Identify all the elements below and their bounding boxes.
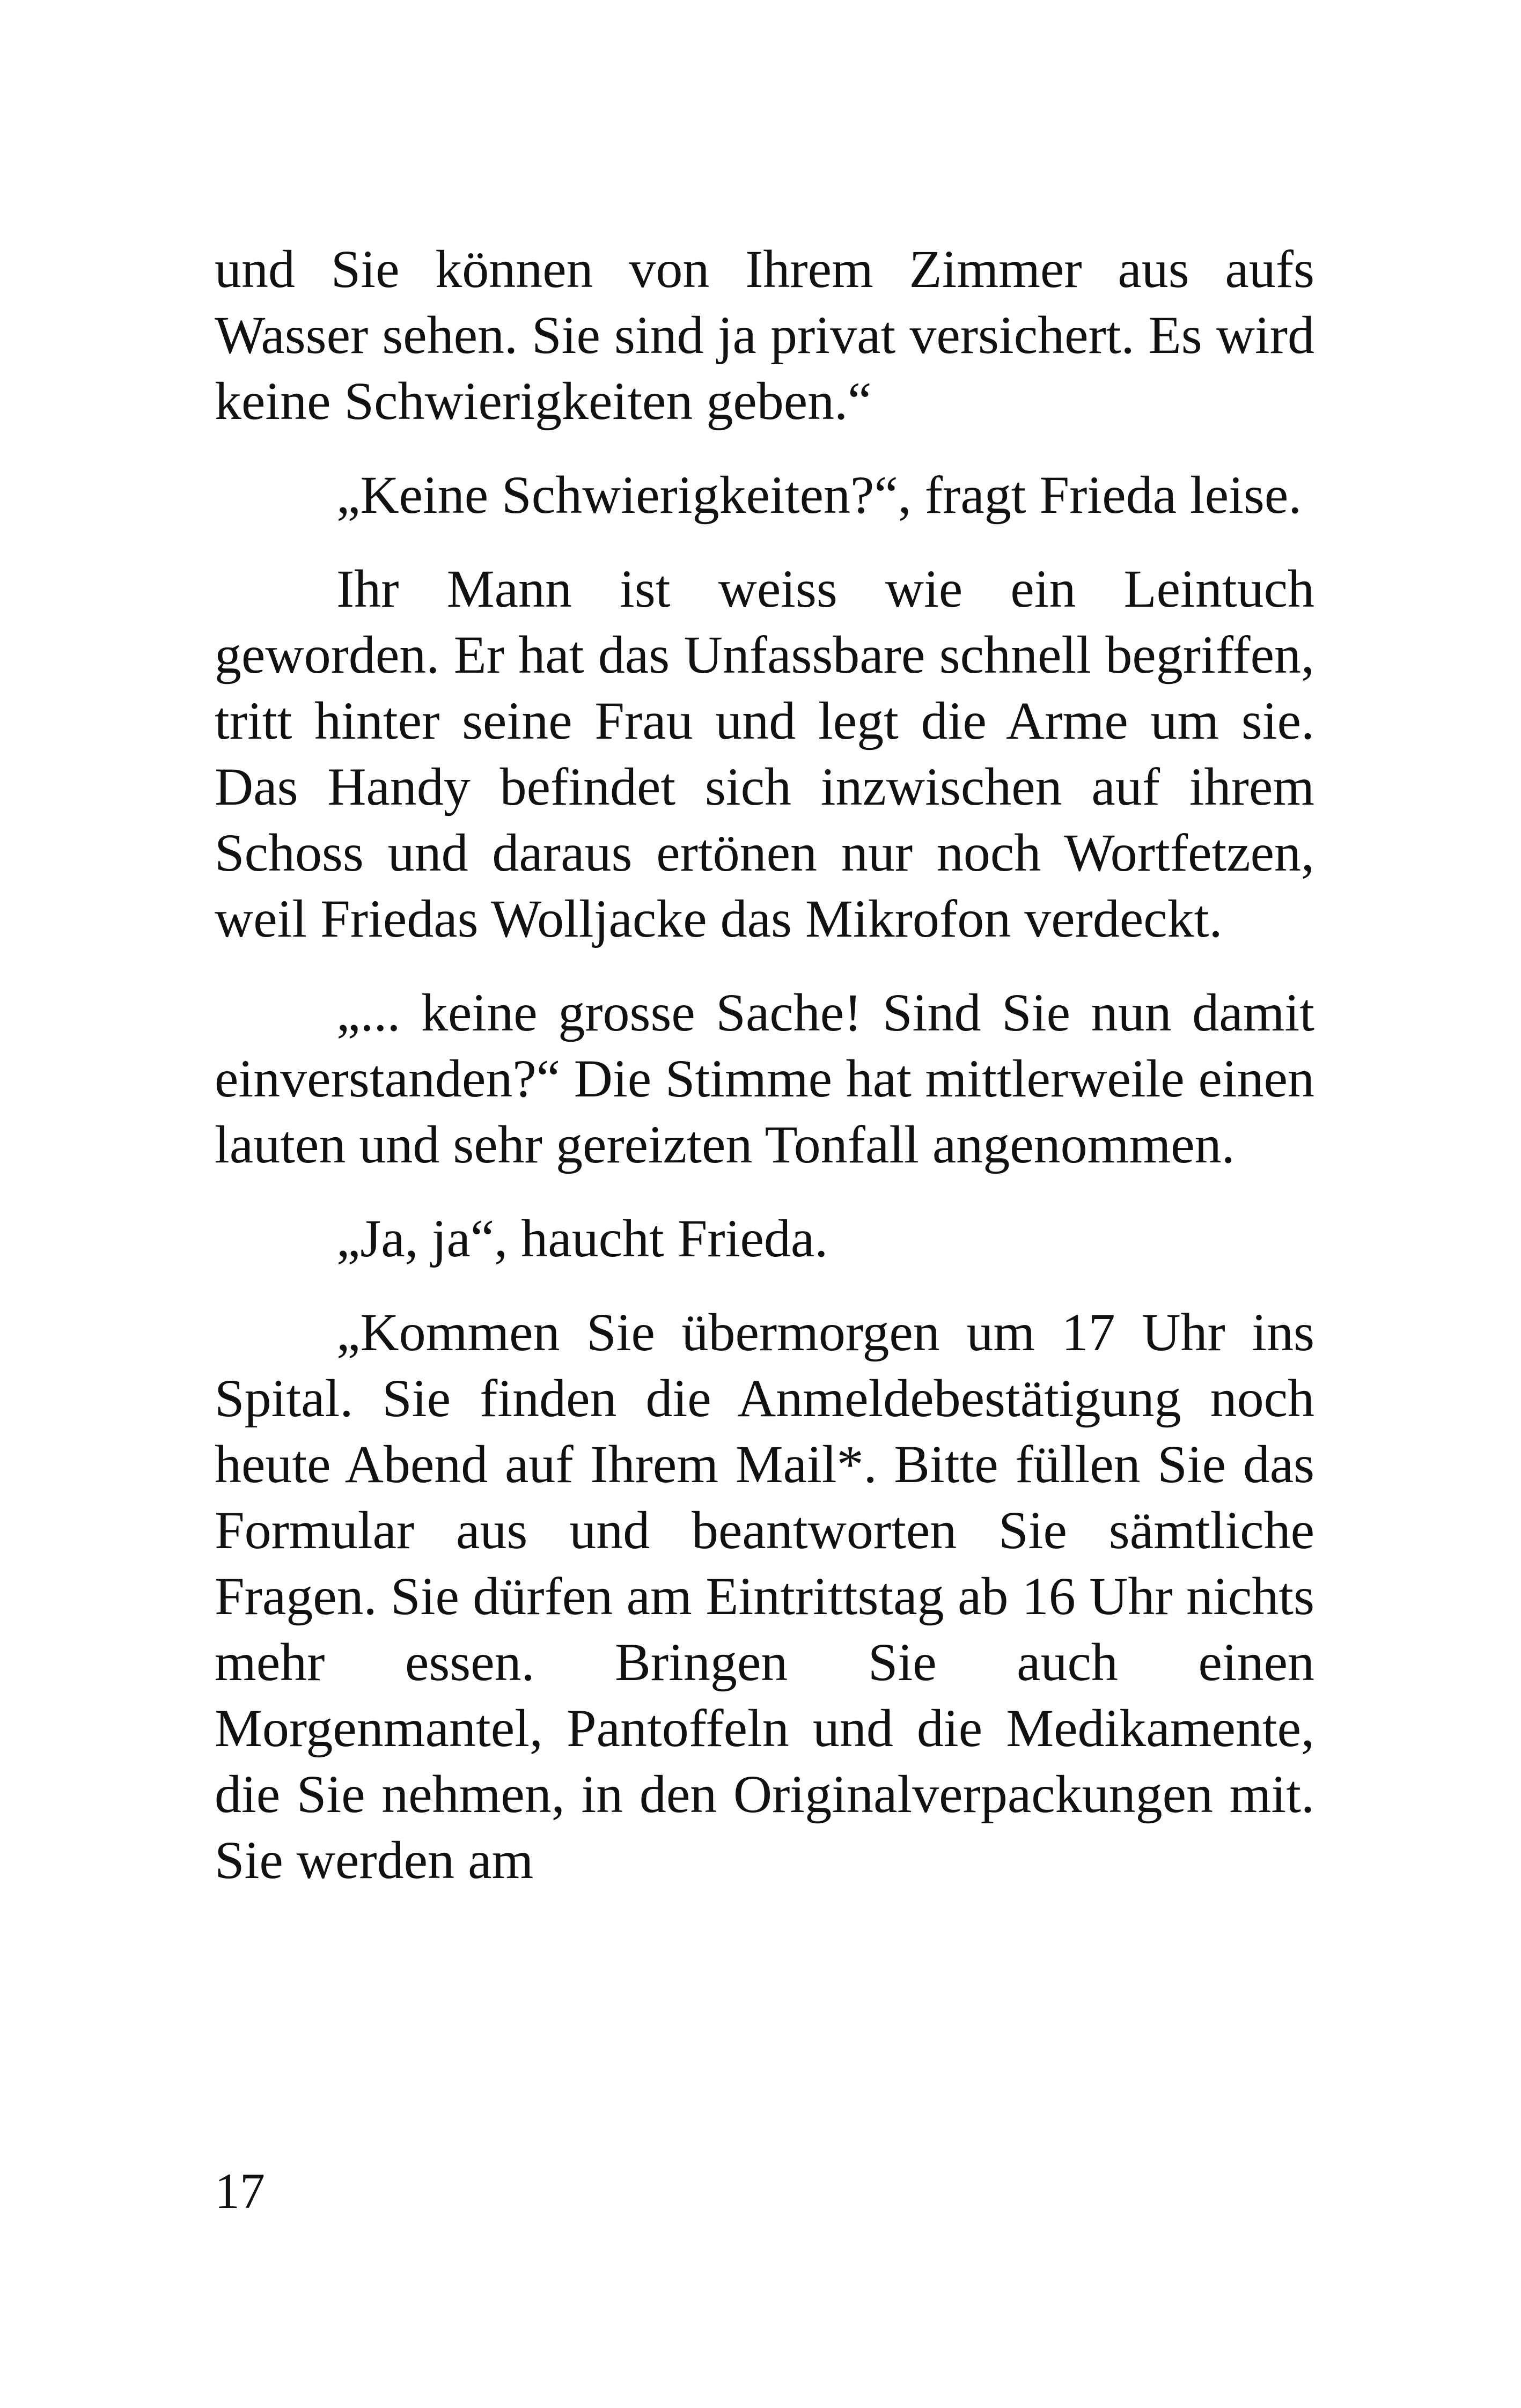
page-number: 17 <box>215 2163 265 2219</box>
paragraph-1: und Sie können von Ihrem Zimmer aus aufs Wasser sehen. Sie sind ja privat versichert. Es wird keine Schwierigkeiten geben.“ <box>215 239 1314 431</box>
body-text <box>215 236 1314 1921</box>
paragraph-6: „Kommen Sie übermorgen um 17 Uhr ins Spital. Sie finden die Anmeldebestätigung noch heute Abend auf Ihrem Mail*. Bitte füllen Sie das Formular aus und beantworten Sie sämtliche Fragen. Sie dürfen am Eintrittstag ab 16 Uhr nichts mehr essen. Bringen Sie auch einen Morgenmantel, Pantoffeln und die Medikamente, die Sie nehmen, in den Originalverpackungen mit. Sie werden am <box>215 1302 1314 1890</box>
paragraph-2: „Keine Schwierigkeiten?“, fragt Frieda leise. <box>336 465 1302 525</box>
paragraph-5: „Ja, ja“, haucht Frieda. <box>336 1209 828 1268</box>
paragraph-3: Ihr Mann ist weiss wie ein Leintuch geworden. Er hat das Unfassbare schnell begriffen, tritt hinter seine Frau und legt die Arme um sie. Das Handy befindet sich inzwischen auf ihrem Schoss und daraus ertönen nur noch Wortfetzen, weil Friedas Wolljacke das Mikrofon verdeckt. <box>215 559 1314 948</box>
paragraph-4: „... keine grosse Sache! Sind Sie nun damit einverstanden?“ Die Stimme hat mittlerweile einen lauten und sehr gereizten Tonfall angenommen. <box>215 983 1314 1174</box>
